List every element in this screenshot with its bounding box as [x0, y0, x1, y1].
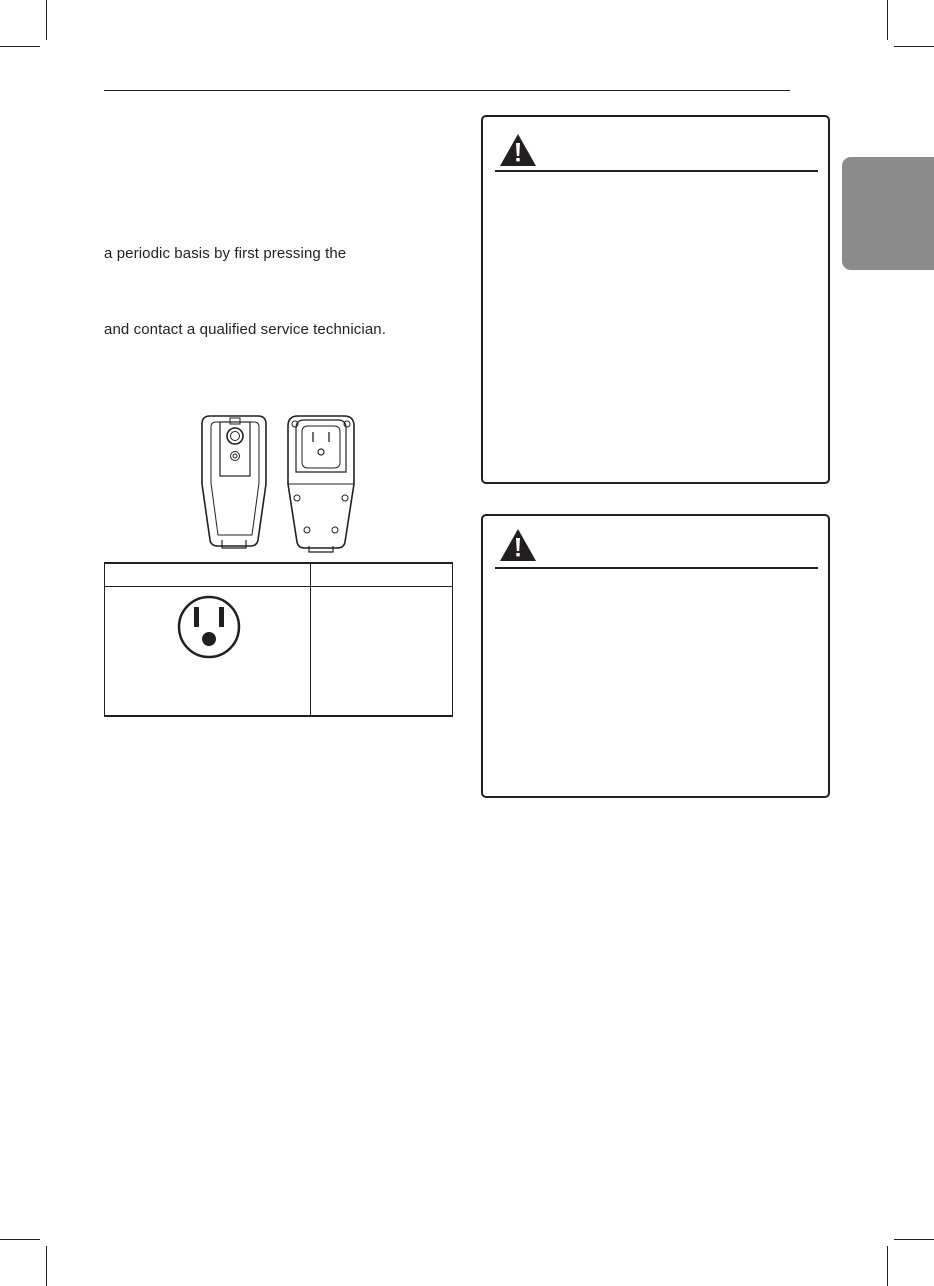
crop-mark — [887, 0, 888, 40]
warning-box — [481, 115, 830, 484]
body-text-line: and contact a qualified service technician. — [104, 321, 386, 338]
crop-mark — [0, 46, 40, 47]
table-right-edge — [452, 562, 453, 717]
table-bottom-rule — [104, 715, 453, 717]
crop-mark — [0, 1239, 40, 1240]
grounded-outlet-icon — [176, 594, 242, 660]
language-side-tab — [842, 157, 934, 270]
table-column-divider — [310, 562, 311, 717]
warning-header-rule — [495, 567, 818, 569]
warning-header-rule — [495, 170, 818, 172]
crop-mark — [46, 1246, 47, 1286]
table-left-edge — [104, 562, 105, 586]
warning-triangle-icon — [499, 133, 537, 167]
crop-mark — [887, 1246, 888, 1286]
crop-mark — [894, 46, 934, 47]
warning-triangle-icon — [499, 528, 537, 562]
table-top-rule — [104, 562, 453, 564]
table-left-edge — [104, 586, 105, 717]
crop-mark — [46, 0, 47, 40]
crop-mark — [894, 1239, 934, 1240]
table-header-rule — [104, 586, 453, 587]
warning-box — [481, 514, 830, 798]
outlet-table — [104, 562, 453, 717]
plug-illustration — [196, 412, 366, 554]
header-rule — [104, 90, 790, 91]
body-text-line: a periodic basis by first pressing the — [104, 245, 347, 262]
